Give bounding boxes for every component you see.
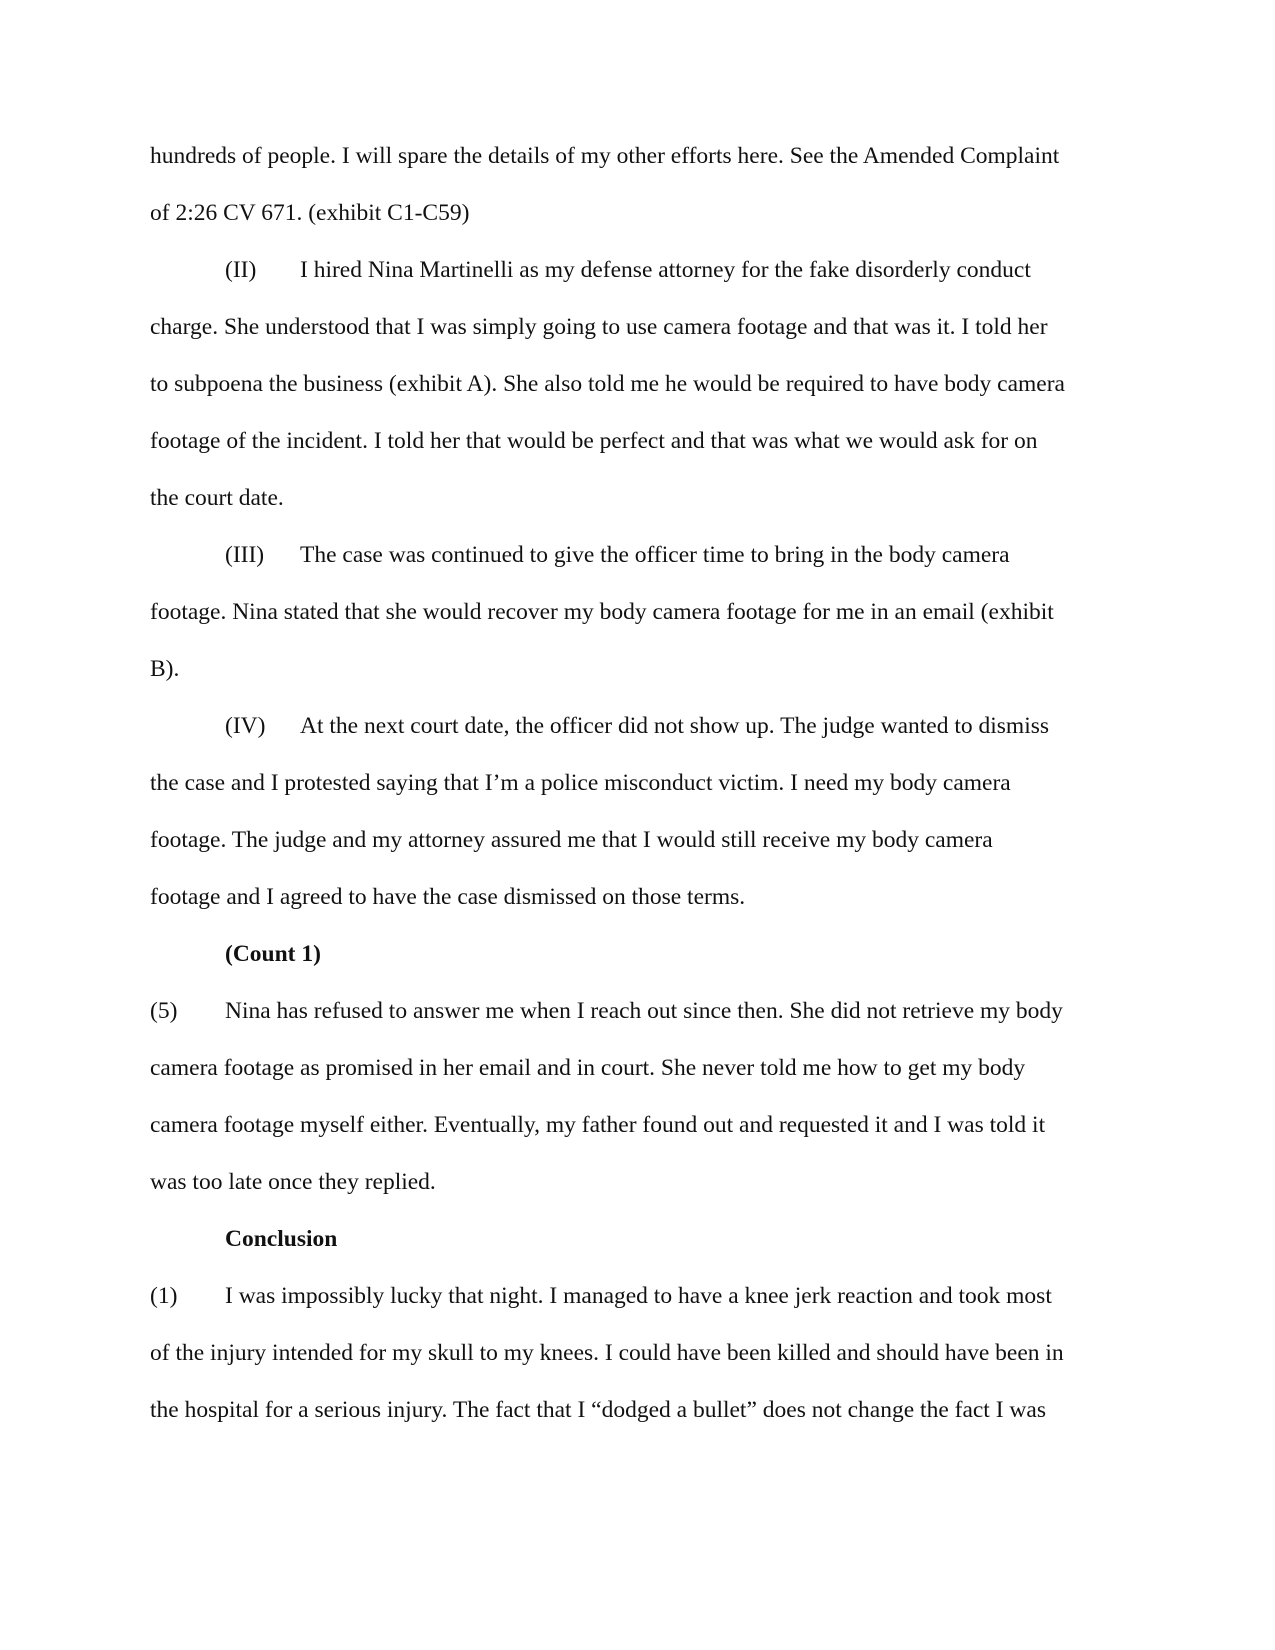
paragraph-iv-first-line [225, 711, 1049, 741]
text-line: footage. Nina stated that she would recover my body camera footage for me in an email (exhibit [150, 599, 1054, 625]
text-line: Nina has refused to answer me when I reach out since then. She did not retrieve my body [225, 998, 1063, 1024]
paragraph-marker-iii: (III) [225, 542, 265, 568]
text-line: charge. She understood that I was simply going to use camera footage and that was it. I told her [150, 314, 1048, 340]
paragraph-5-first-line [150, 996, 1063, 1026]
text-line: The case was continued to give the officer time to bring in the body camera [300, 542, 1010, 568]
text-line: the case and I protested saying that I’m a police misconduct victim. I need my body camera [150, 770, 1011, 796]
text-line: B). [150, 656, 180, 682]
text-line: the court date. [150, 485, 284, 511]
text-line: footage and I agreed to have the case dismissed on those terms. [150, 884, 746, 910]
paragraph-1-first-line [150, 1281, 1052, 1311]
paragraph-marker-iv: (IV) [225, 713, 266, 739]
text-line: I hired Nina Martinelli as my defense attorney for the fake disorderly conduct [300, 257, 1031, 283]
text-line: camera footage myself either. Eventually, my father found out and requested it and I was told it [150, 1112, 1046, 1138]
paragraph-ii-first-line [225, 255, 1031, 285]
text-line: was too late once they replied. [150, 1169, 436, 1195]
text-line: At the next court date, the officer did not show up. The judge wanted to dismiss [300, 713, 1050, 739]
heading-count-1: (Count 1) [225, 941, 321, 967]
text-line: footage of the incident. I told her that would be perfect and that was what we would ask for on [150, 428, 1038, 454]
paragraph-marker-5: (5) [150, 998, 178, 1024]
text-line: to subpoena the business (exhibit A). She also told me he would be required to have body camera [150, 371, 1065, 397]
text-line: camera footage as promised in her email and in court. She never told me how to get my body [150, 1055, 1026, 1081]
text-line: hundreds of people. I will spare the details of my other efforts here. See the Amended Complaint [150, 143, 1060, 169]
text-line: the hospital for a serious injury. The fact that I “dodged a bullet” does not change the fact I was [150, 1397, 1046, 1423]
text-line: I was impossibly lucky that night. I managed to have a knee jerk reaction and took most [225, 1283, 1052, 1309]
paragraph-marker-ii: (II) [225, 257, 257, 283]
paragraph-marker-1: (1) [150, 1283, 178, 1309]
text-line: of the injury intended for my skull to my knees. I could have been killed and should have been in [150, 1340, 1064, 1366]
paragraph-iii-first-line [225, 540, 1010, 570]
heading-conclusion: Conclusion [225, 1226, 338, 1252]
text-line: footage. The judge and my attorney assured me that I would still receive my body camera [150, 827, 993, 853]
text-line: of 2:26 CV 671. (exhibit C1-C59) [150, 200, 470, 226]
